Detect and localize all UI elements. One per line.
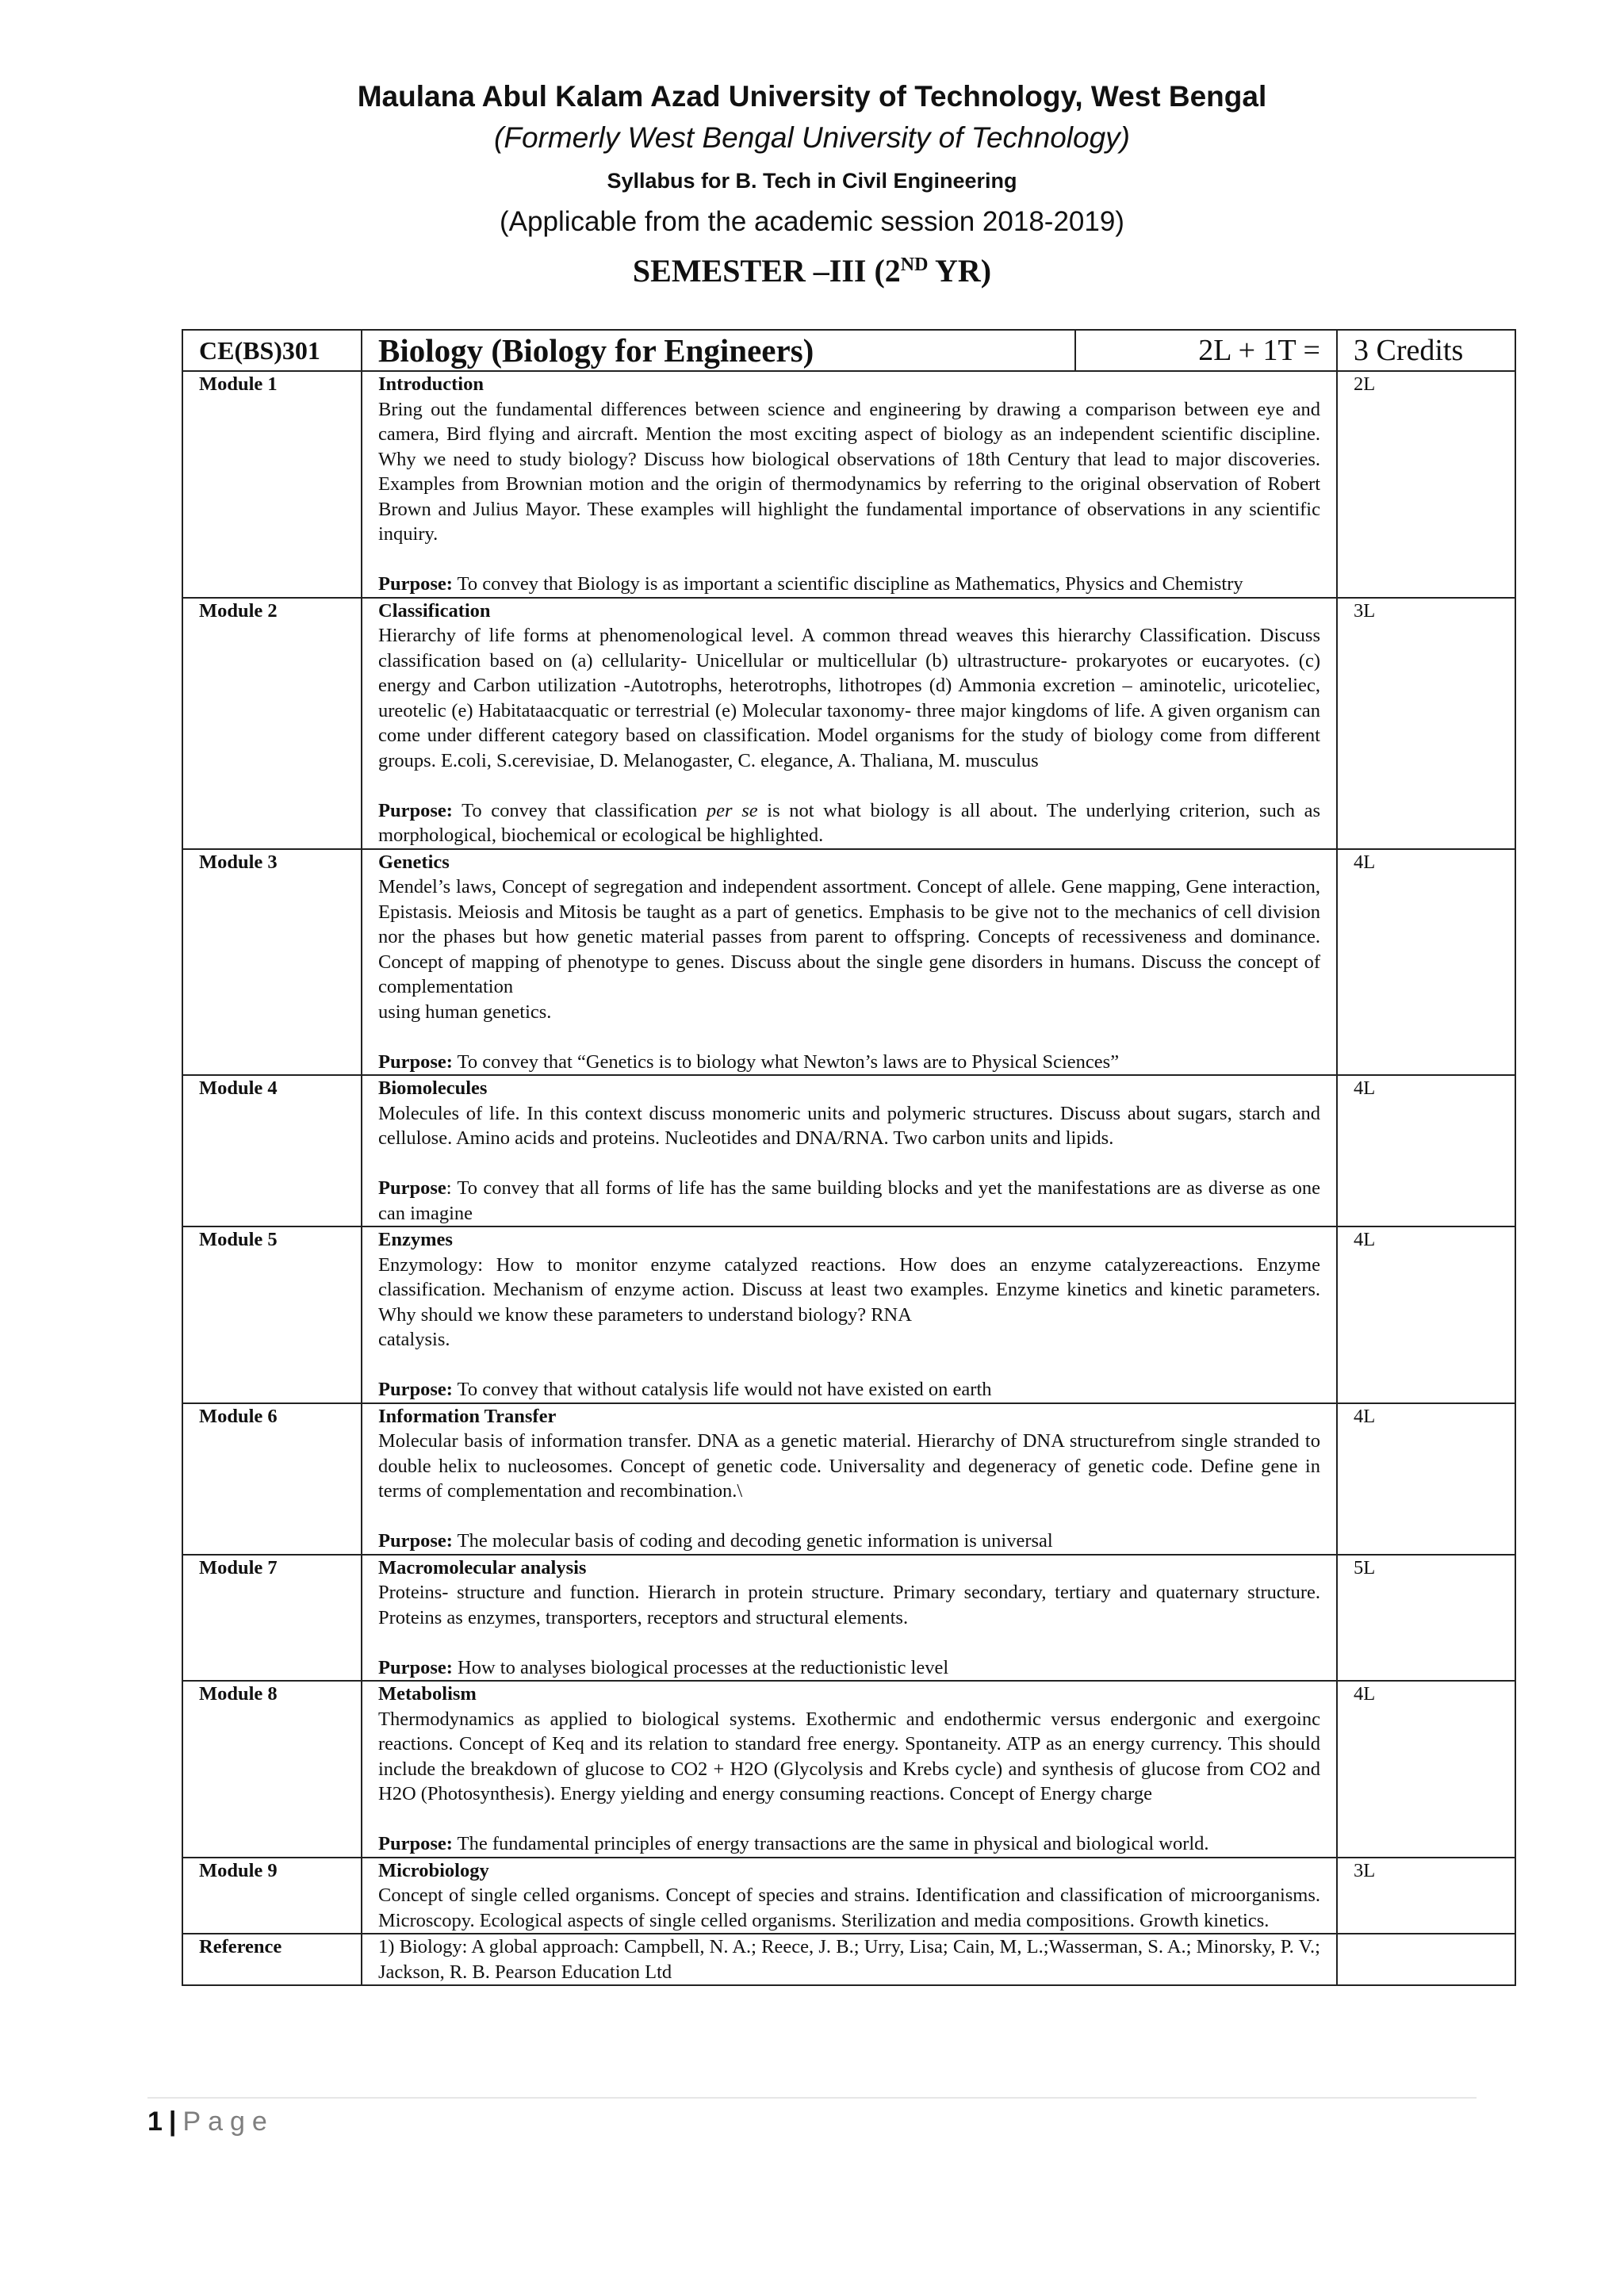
module-body: Enzymology: How to monitor enzyme catalyzed reactions. How does an enzyme catalyzereactions. Enzyme classification. Mechanism of enzyme action. Discuss at least two examples. Enzyme kinetics and kinetic parameters. Why should we know these parameters to understand biology? RNA — [378, 1253, 1320, 1326]
module-lectures: 5L — [1337, 1555, 1515, 1682]
course-ltp: 2L + 1T = — [1075, 330, 1337, 371]
applicable-session: (Applicable from the academic session 2018-2019) — [500, 206, 1124, 237]
module-label: Module 1 — [182, 371, 362, 598]
module-content — [362, 1555, 1337, 1682]
module-content — [362, 1075, 1337, 1226]
module-body: Thermodynamics as applied to biological systems. Exothermic and endothermic versus endergonic and exergoinc reactions. Concept of Keq and its relation to standard free energy. Spontaneity. ATP as an energy currency. This should include the breakdown of glucose to CO2 + H2O (Glycolysis and Krebs cycle) and synthesis of glucose from CO2 and H2O (Photosynthesis). Energy yielding and energy consuming reactions. Concept of Energy charge — [378, 1708, 1320, 1804]
module-label: Module 2 — [182, 598, 362, 849]
purpose-text: How to analyses biological processes at the reductionistic level — [452, 1656, 949, 1678]
syllabus-title: Syllabus for B. Tech in Civil Engineering — [607, 169, 1017, 193]
module-label: Module 8 — [182, 1681, 362, 1858]
module-body: Concept of single celled organisms. Concept of species and strains. Identification and classification of microorganisms. Microscopy. Ecological aspects of single celled organisms. Sterilization and media compositions. Growth kinetics. — [378, 1885, 1320, 1931]
module-content — [362, 1858, 1337, 1934]
module-body: Hierarchy of life forms at phenomenological level. A common thread weaves this hierarchy Classification. Discuss classification based on (a) cellularity- Unicellular or multicellular (b) ultrastructure- prokaryotes or eucaryotes. (c) energy and Carbon utilization -Autotrophs, heterotrophs, lithotropes (d) Ammonia excretion – aminotelic, uricoteliec, ureotelic (e) Habitataacquatic or terrestrial (e) Molecular taxonomy- three major kingdoms of life. A given organism can come under different category based on classification. Model organisms for the study of biology come from different groups. E.coli, S.cerevisiae, D. Melanogaster, C. elegance, A. Thaliana, M. musculus — [378, 625, 1320, 771]
module-lectures: 4L — [1337, 1075, 1515, 1226]
module-body-continued: catalysis. — [378, 1329, 450, 1350]
university-name: Maulana Abul Kalam Azad University of Technology, West Bengal — [357, 80, 1267, 113]
page-word: Page — [182, 2107, 274, 2137]
module-body: Bring out the fundamental differences between science and engineering by drawing a comparison between eye and camera, Bird flying and aircraft. Mention the most exciting aspect of biology as an independent scientific discipline. Why we need to study biology? Discuss how biological observations of 18th Century that lead to major discoveries. Examples from Brownian motion and the origin of thermodynamics by referring to the original observation of Robert Brown and Julius Mayor. These examples will highlight the fundamental importance of observations in any scientific inquiry. — [378, 398, 1320, 545]
module-body-continued: using human genetics. — [378, 1001, 552, 1023]
module-row — [182, 1555, 1515, 1682]
formerly-name: (Formerly West Bengal University of Technology) — [494, 121, 1130, 154]
module-title: Classification — [378, 599, 491, 622]
module-lectures: 3L — [1337, 598, 1515, 849]
purpose-label: Purpose: — [378, 1379, 453, 1400]
reference-label: Reference — [182, 1934, 362, 1985]
module-title: Macromolecular analysis — [378, 1556, 587, 1578]
course-credits: 3 Credits — [1337, 330, 1515, 371]
course-title-row — [182, 330, 1515, 371]
purpose-text: To convey that “Genetics is to biology what Newton’s laws are to Physical Sciences” — [452, 1050, 1120, 1073]
module-title: Microbiology — [378, 1859, 489, 1881]
module-title: Introduction — [378, 373, 484, 395]
semester-prefix: SEMESTER –III (2 — [632, 253, 901, 289]
purpose-text: To convey that without catalysis life would not have existed on earth — [452, 1379, 992, 1400]
purpose-text: To convey that Biology is as important a scientific discipline as Mathematics, Physics and Chemistry — [452, 573, 1243, 595]
purpose-text: : To convey that all forms of life has the same building blocks and yet the manifestations are as diverse as one can imagine — [378, 1177, 1320, 1224]
module-purpose — [378, 1655, 1320, 1681]
module-label: Module 6 — [182, 1403, 362, 1555]
module-purpose — [378, 1831, 1320, 1857]
module-lectures: 4L — [1337, 1681, 1515, 1858]
purpose-label: Purpose — [378, 1177, 446, 1199]
module-lectures: 4L — [1337, 1403, 1515, 1555]
semester-suffix: YR) — [928, 253, 992, 289]
module-content — [362, 371, 1337, 598]
module-content — [362, 849, 1337, 1076]
module-purpose — [378, 798, 1320, 848]
module-lectures: 3L — [1337, 1858, 1515, 1934]
purpose-label: Purpose: — [378, 1833, 453, 1854]
module-label: Module 4 — [182, 1075, 362, 1226]
course-code: CE(BS)301 — [182, 330, 362, 371]
module-label: Module 9 — [182, 1858, 362, 1934]
module-purpose — [378, 1050, 1320, 1075]
purpose-text: To convey that classification per se is not what biology is all about. The underlying criterion, such as morphological, biochemical or ecological be highlighted. — [378, 799, 1320, 846]
course-title: Biology (Biology for Engineers) — [362, 330, 1075, 371]
module-purpose — [378, 572, 1320, 597]
module-label: Module 5 — [182, 1226, 362, 1403]
module-body: Proteins- structure and function. Hierarch in protein structure. Primary secondary, tertiary and quaternary structure. Proteins as enzymes, transporters, receptors and structural elements. — [378, 1582, 1320, 1628]
purpose-label: Purpose: — [378, 799, 453, 821]
module-title: Enzymes — [378, 1229, 453, 1250]
module-purpose — [378, 1377, 1320, 1402]
module-content — [362, 1226, 1337, 1403]
module-purpose — [378, 1529, 1320, 1554]
module-lectures: 2L — [1337, 371, 1515, 598]
module-content — [362, 598, 1337, 849]
module-label: Module 3 — [182, 849, 362, 1076]
module-title: Biomolecules — [378, 1077, 488, 1099]
semester-sup: ND — [900, 254, 929, 275]
module-row — [182, 1226, 1515, 1403]
module-row — [182, 371, 1515, 598]
module-purpose — [378, 1176, 1320, 1226]
syllabus-table — [182, 329, 1516, 1986]
emphasis-text: per se — [706, 799, 758, 821]
document-header — [0, 76, 1624, 243]
reference-text: 1) Biology: A global approach: Campbell, N. A.; Reece, J. B.; Urry, Lisa; Cain, M, L.;Wasserman, S. A.; Minorsky, P. V.; Jackson, R. B. Pearson Education Ltd — [362, 1934, 1337, 1985]
module-title: Information Transfer — [378, 1405, 557, 1427]
module-content — [362, 1681, 1337, 1858]
page-separator: | — [168, 2107, 177, 2137]
module-content — [362, 1403, 1337, 1555]
module-row — [182, 1681, 1515, 1858]
module-body: Molecules of life. In this context discuss monomeric units and polymeric structures. Discuss about sugars, starch and cellulose. Amino acids and proteins. Nucleotides and DNA/RNA. Two carbon units and lipids. — [378, 1102, 1320, 1149]
module-body: Molecular basis of information transfer. DNA as a genetic material. Hierarchy of DNA structurefrom single stranded to double helix to nucleosomes. Concept of genetic code. Universality and degeneracy of genetic code. Define gene in terms of complementation and recombination.\ — [378, 1430, 1320, 1502]
purpose-label: Purpose: — [378, 1530, 453, 1552]
purpose-text: The molecular basis of coding and decoding genetic information is universal — [452, 1530, 1053, 1552]
module-row — [182, 1075, 1515, 1226]
module-row — [182, 598, 1515, 849]
purpose-text: The fundamental principles of energy transactions are the same in physical and biological world. — [452, 1833, 1209, 1854]
reference-empty-cell — [1337, 1934, 1515, 1985]
purpose-label: Purpose: — [378, 573, 453, 595]
purpose-label: Purpose: — [378, 1656, 453, 1678]
semester-heading — [0, 252, 1624, 289]
page-number: 1 — [147, 2107, 163, 2137]
reference-row — [182, 1934, 1515, 1985]
module-title: Metabolism — [378, 1683, 477, 1705]
module-lectures: 4L — [1337, 849, 1515, 1076]
module-title: Genetics — [378, 851, 450, 873]
module-row — [182, 1403, 1515, 1555]
purpose-label: Purpose: — [378, 1050, 453, 1073]
module-label: Module 7 — [182, 1555, 362, 1682]
footer-divider — [147, 2097, 1477, 2099]
module-row — [182, 849, 1515, 1076]
module-body: Mendel’s laws, Concept of segregation and independent assortment. Concept of allele. Gene mapping, Gene interaction, Epistasis. Meiosis and Mitosis be taught as a part of genetics. Emphasis to be give not to the mechanics of cell division nor the phases but how genetic material passes from parent to offspring. Concepts of recessiveness and dominance. Concept of mapping of phenotype to genes. Discuss about the single gene disorders in humans. Discuss the concept of complementation — [378, 876, 1320, 997]
module-row — [182, 1858, 1515, 1934]
module-lectures: 4L — [1337, 1226, 1515, 1403]
page-footer — [147, 2106, 274, 2137]
